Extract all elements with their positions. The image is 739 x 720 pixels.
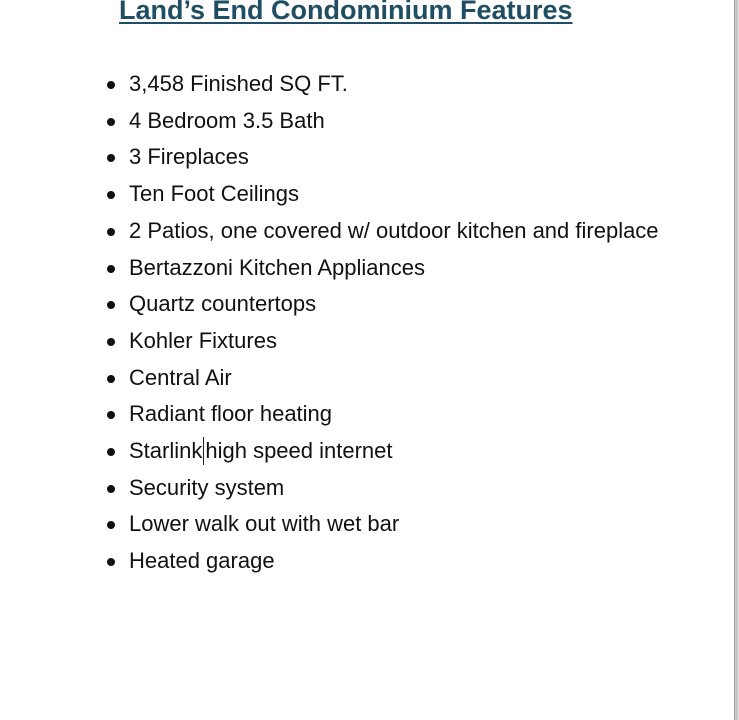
feature-item bbox=[107, 360, 667, 397]
bullet-icon bbox=[107, 375, 115, 383]
feature-text: Lower walk out with wet bar bbox=[129, 511, 400, 537]
feature-text: Bertazzoni Kitchen Appliances bbox=[129, 254, 425, 280]
feature-text: Security system bbox=[129, 474, 285, 500]
document-title: Land’s End Condominium Features bbox=[119, 0, 573, 25]
feature-text: 3,458 Finished SQ FT. bbox=[129, 71, 348, 96]
feature-item bbox=[107, 433, 667, 470]
bullet-icon bbox=[107, 118, 115, 126]
feature-item bbox=[107, 286, 667, 323]
feature-item bbox=[107, 396, 667, 433]
feature-item bbox=[107, 506, 667, 543]
bullet-icon bbox=[107, 265, 115, 273]
feature-text: Quartz countertops bbox=[129, 291, 317, 317]
feature-item bbox=[107, 103, 667, 140]
bullet-icon bbox=[107, 301, 115, 309]
bullet-icon bbox=[107, 558, 115, 566]
bullet-icon bbox=[107, 411, 115, 419]
feature-text-end: high speed internet bbox=[205, 438, 393, 464]
bullet-icon bbox=[107, 448, 115, 456]
feature-text-start: Starlink bbox=[129, 438, 203, 464]
feature-text: Kohler Fixtures bbox=[129, 327, 277, 353]
feature-text: 3 Fireplaces bbox=[129, 144, 249, 170]
bullet-icon bbox=[107, 154, 115, 162]
bullet-icon bbox=[107, 191, 115, 199]
feature-item bbox=[107, 66, 667, 103]
feature-item bbox=[107, 470, 667, 507]
feature-text: Radiant floor heating bbox=[129, 401, 333, 427]
window-edge bbox=[734, 0, 739, 720]
feature-item bbox=[107, 323, 667, 360]
feature-item bbox=[107, 213, 667, 250]
feature-text: Heated garage bbox=[129, 548, 275, 574]
feature-list bbox=[107, 66, 667, 580]
feature-text: Ten Foot Ceilings bbox=[129, 181, 299, 207]
bullet-icon bbox=[107, 521, 115, 529]
bullet-icon bbox=[107, 81, 115, 89]
feature-item bbox=[107, 139, 667, 176]
feature-item bbox=[107, 176, 667, 213]
feature-item bbox=[107, 250, 667, 287]
bullet-icon bbox=[107, 485, 115, 493]
bullet-icon bbox=[107, 338, 115, 346]
bullet-icon bbox=[107, 228, 115, 236]
feature-text: 4 Bedroom 3.5 Bath bbox=[129, 107, 325, 133]
feature-item bbox=[107, 543, 667, 580]
feature-text: 2 Patios, one covered w/ outdoor kitchen and fireplace bbox=[129, 217, 659, 243]
feature-text: Central Air bbox=[129, 364, 232, 390]
